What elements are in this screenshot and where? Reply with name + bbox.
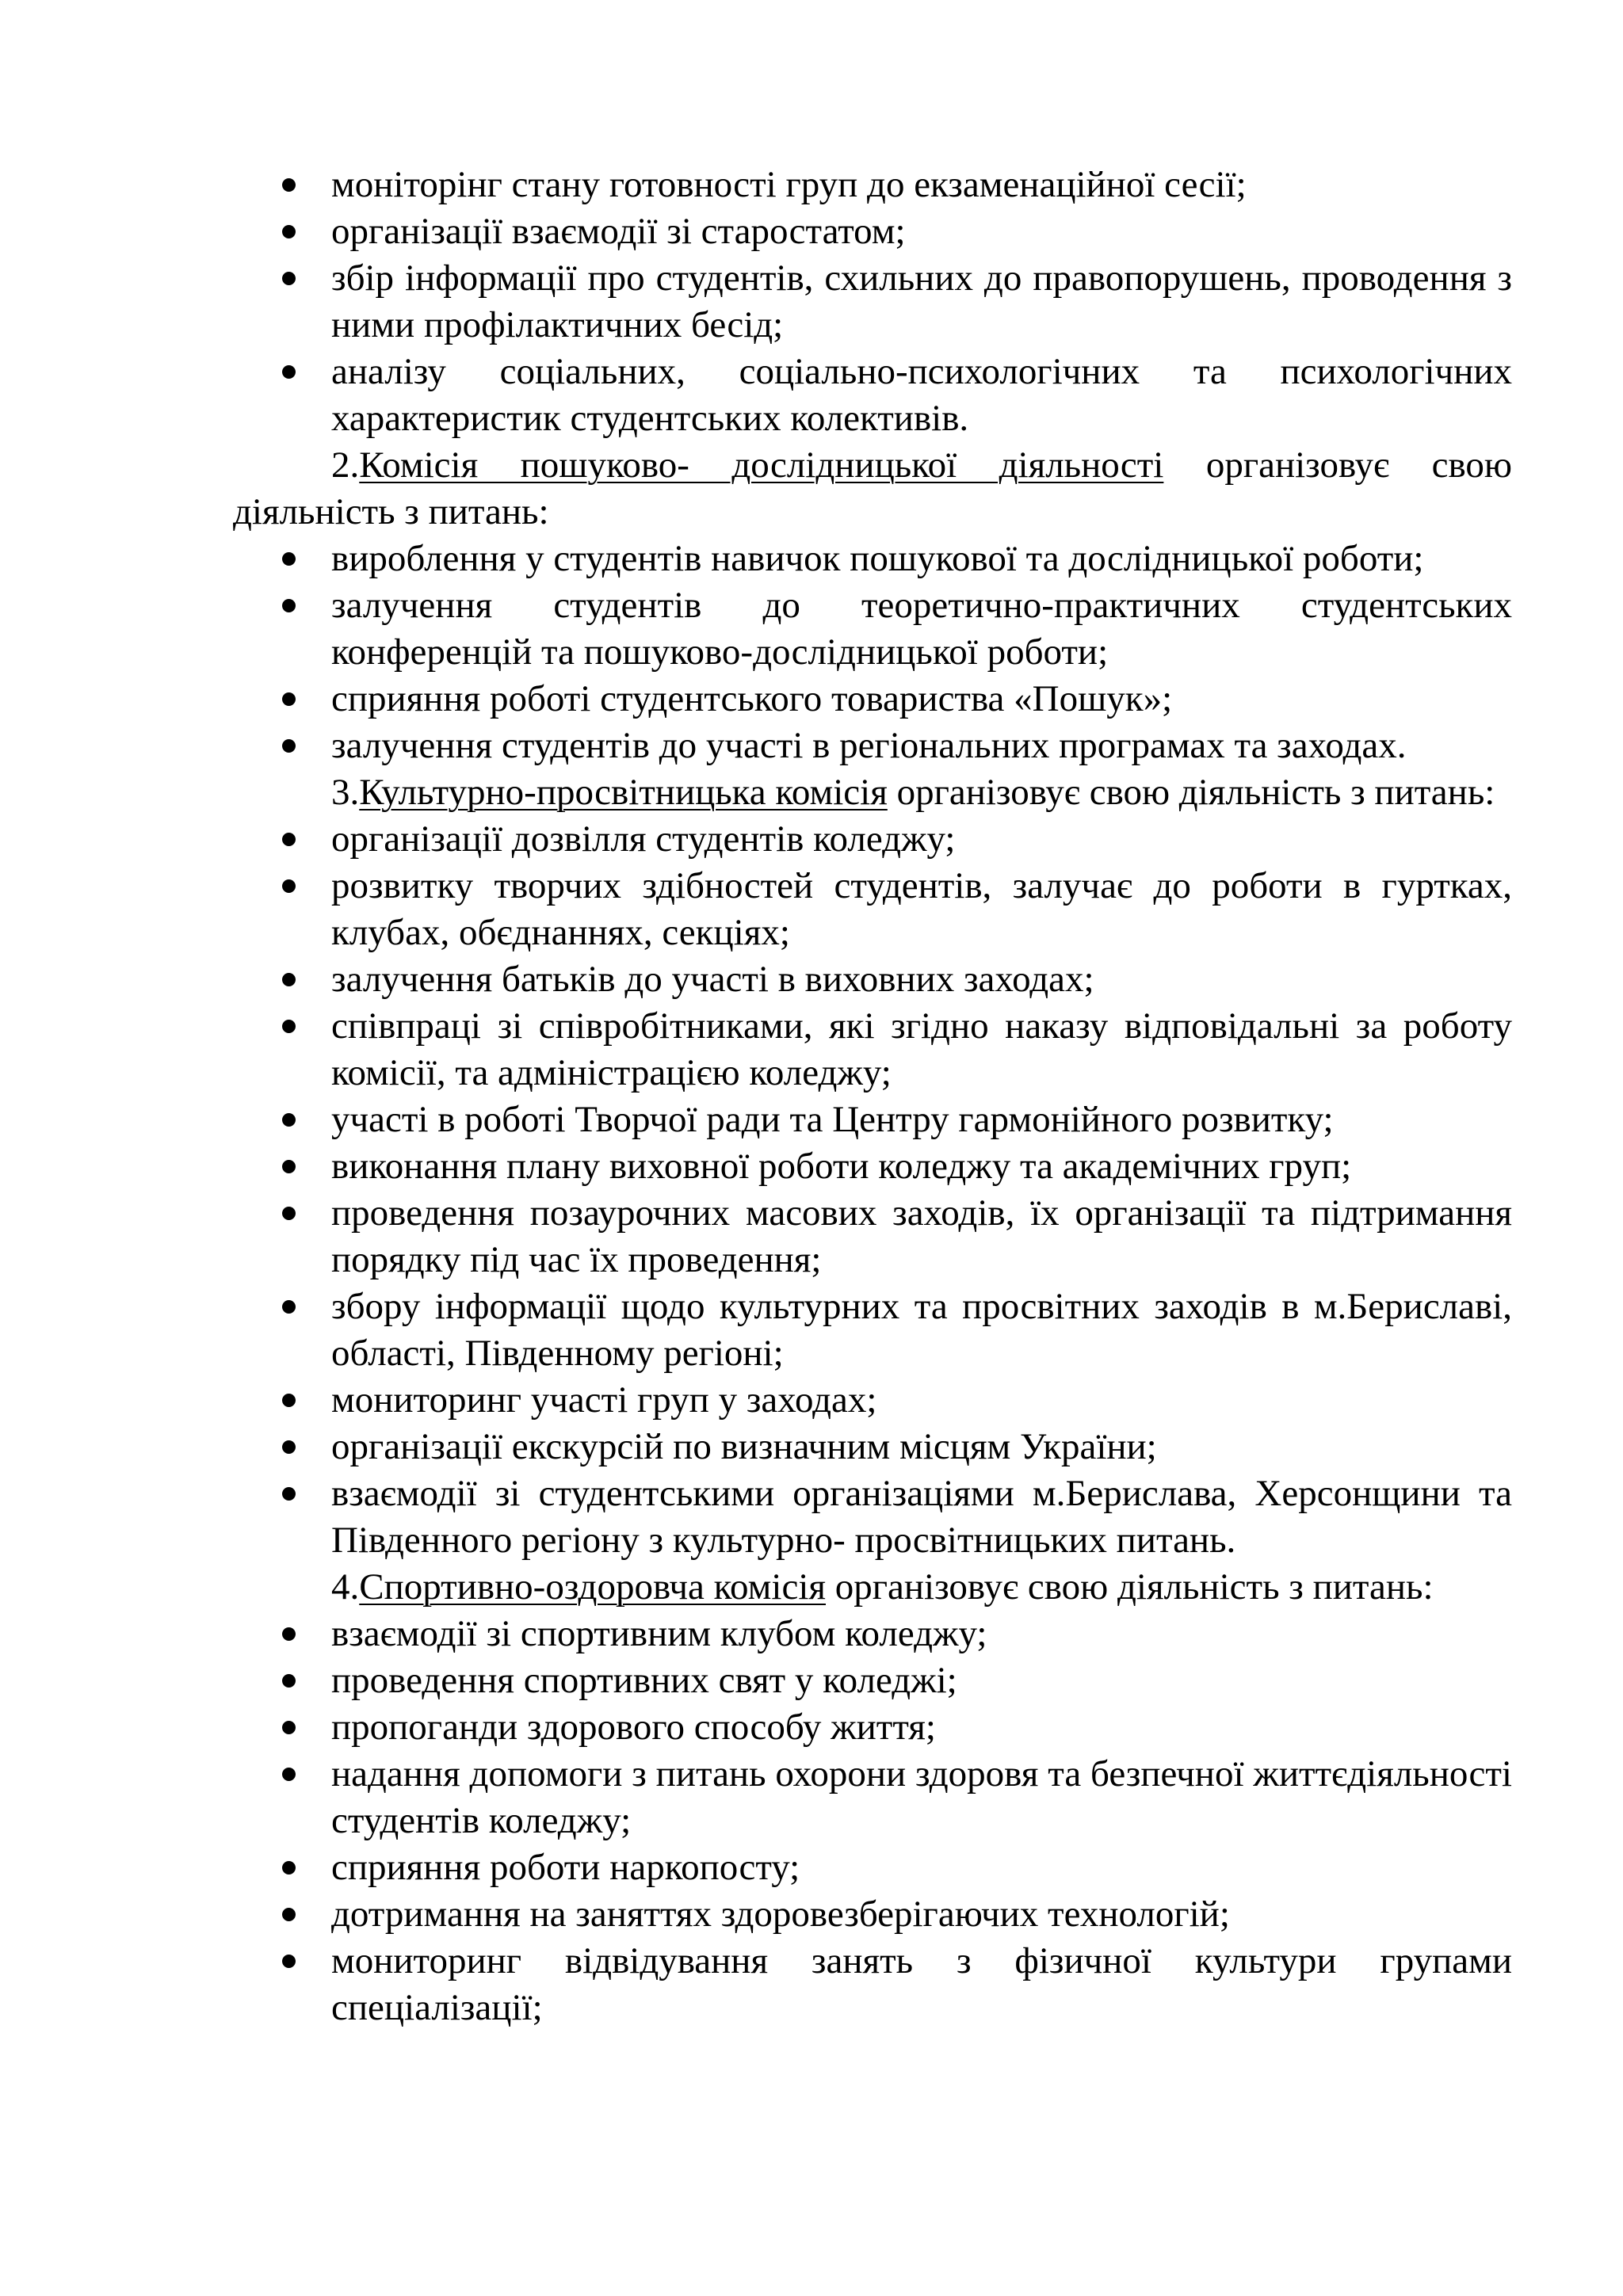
list-item-text: проведення спортивних свят у коледжі; xyxy=(331,1660,957,1701)
section-3-number: 3. xyxy=(331,772,360,813)
bullet-icon xyxy=(282,1377,298,1424)
list-item xyxy=(233,162,1512,208)
list-item xyxy=(233,1283,1512,1377)
section-4-rest: організовує свою діяльність з питань: xyxy=(826,1566,1434,1608)
bullet-icon xyxy=(282,816,298,863)
bullet-icon xyxy=(282,582,298,629)
list-item xyxy=(233,1891,1512,1938)
bullet-icon xyxy=(282,1470,298,1517)
bullet-icon xyxy=(282,723,298,769)
section-4-title: Спортивно-оздоровча комісія xyxy=(359,1566,826,1608)
list-item-text: моніторінг стану готовності груп до екзаменаційної сесії; xyxy=(331,164,1247,205)
list-item xyxy=(233,956,1512,1003)
list-item xyxy=(233,1424,1512,1470)
bullet-icon xyxy=(282,1424,298,1470)
list-item-text: співпраці зі співробітниками, які згідно наказу відповідальні за роботу комісії, та адміністрацією коледжу; xyxy=(331,1005,1512,1093)
bullet-icon xyxy=(282,1938,298,1985)
list-item xyxy=(233,255,1512,349)
section-3-title: Культурно-просвітницька комісія xyxy=(359,772,888,813)
list-item-text: надання допомоги з питань охорони здоровя та безпечної життєдіяльності студентів коледжу; xyxy=(331,1753,1512,1841)
list-item xyxy=(233,208,1512,255)
list-item xyxy=(233,1377,1512,1424)
list-item-text: залучення студентів до теоретично-практичних студентських конференцій та пошуково-дослідницької роботи; xyxy=(331,585,1512,673)
list-item xyxy=(233,1611,1512,1657)
bullet-icon xyxy=(282,1657,298,1704)
list-item xyxy=(233,1844,1512,1891)
list-item-text: сприяння роботі студентського товариства «Пошук»; xyxy=(331,678,1173,719)
list-item xyxy=(233,1751,1512,1844)
bullet-icon xyxy=(282,208,298,255)
bullet-list-2 xyxy=(233,536,1512,769)
bullet-icon xyxy=(282,1097,298,1143)
list-item-text: взаємодії зі студентськими організаціями м.Берислава, Херсонщини та Південного регіону з культурно- просвітницьких питань. xyxy=(331,1473,1512,1561)
list-item xyxy=(233,1097,1512,1143)
list-item xyxy=(233,1190,1512,1283)
list-item xyxy=(233,816,1512,863)
list-item-text: проведення позаурочних масових заходів, їх організації та підтримання порядку під час їх проведення; xyxy=(331,1192,1512,1280)
bullet-icon xyxy=(282,162,298,208)
section-2-title: Комісія пошуково- дослідницької діяльності xyxy=(359,444,1164,486)
list-item-text: організації взаємодії зі старостатом; xyxy=(331,211,906,252)
list-item-text: збір інформації про студентів, схильних до правопорушень, проводення з ними профілактичних бесід; xyxy=(331,257,1512,345)
list-item-text: мониторинг відвідування занять з фізичної культури групами спеціалізації; xyxy=(331,1940,1512,2028)
bullet-icon xyxy=(282,349,298,395)
list-item-text: участі в роботі Творчої ради та Центру гармонійного розвитку; xyxy=(331,1099,1334,1140)
list-item xyxy=(233,863,1512,956)
bullet-icon xyxy=(282,863,298,910)
bullet-icon xyxy=(282,1283,298,1330)
bullet-icon xyxy=(282,1844,298,1891)
list-item-text: залучення студентів до участі в регіональних програмах та заходах. xyxy=(331,725,1407,766)
list-item-text: збору інформації щодо культурних та просвітних заходів в м.Бериславі, області, Південному регіоні; xyxy=(331,1286,1512,1374)
bullet-icon xyxy=(282,536,298,582)
bullet-icon xyxy=(282,956,298,1003)
list-item-text: вироблення у студентів навичок пошукової та дослідницької роботи; xyxy=(331,538,1424,579)
list-item xyxy=(233,1704,1512,1751)
bullet-icon xyxy=(282,1190,298,1237)
section-2-rest: організовує свою діяльність з питань: xyxy=(233,444,1512,532)
bullet-list-1 xyxy=(233,162,1512,442)
list-item-text: залучення батьків до участі в виховних заходах; xyxy=(331,959,1094,1000)
list-item xyxy=(233,1657,1512,1704)
bullet-icon xyxy=(282,1891,298,1938)
bullet-icon xyxy=(282,676,298,723)
bullet-icon xyxy=(282,255,298,302)
list-item xyxy=(233,349,1512,442)
list-item xyxy=(233,1470,1512,1564)
list-item-text: пропоганди здорового способу життя; xyxy=(331,1707,936,1748)
list-item xyxy=(233,723,1512,769)
section-3-intro xyxy=(233,769,1512,816)
section-4-intro xyxy=(233,1564,1512,1611)
list-item-text: організації екскурсій по визначним місцям України; xyxy=(331,1426,1157,1467)
bullet-list-4 xyxy=(233,1611,1512,2031)
list-item-text: організації дозвілля студентів коледжу; xyxy=(331,818,956,860)
bullet-icon xyxy=(282,1003,298,1050)
list-item xyxy=(233,1003,1512,1097)
list-item xyxy=(233,582,1512,676)
list-item-text: взаємодії зі спортивним клубом коледжу; xyxy=(331,1613,987,1654)
list-item-text: аналізу соціальних, соціально-психологічних та психологічних характеристик студентських колективів. xyxy=(331,351,1512,439)
document-body xyxy=(233,162,1512,2031)
bullet-icon xyxy=(282,1143,298,1190)
list-item xyxy=(233,1143,1512,1190)
list-item xyxy=(233,536,1512,582)
list-item-text: сприяння роботи наркопосту; xyxy=(331,1847,800,1888)
bullet-icon xyxy=(282,1704,298,1751)
bullet-icon xyxy=(282,1751,298,1798)
list-item-text: розвитку творчих здібностей студентів, залучає до роботи в гуртках, клубах, обєднаннях, секціях; xyxy=(331,865,1512,953)
list-item-text: мониторинг участі груп у заходах; xyxy=(331,1379,877,1421)
list-item xyxy=(233,676,1512,723)
section-2-intro xyxy=(233,442,1512,536)
section-3-rest: організовує свою діяльність з питань: xyxy=(887,772,1495,813)
list-item-text: виконання плану виховної роботи коледжу та академічних груп; xyxy=(331,1146,1352,1187)
section-4-number: 4. xyxy=(331,1566,360,1608)
list-item-text: дотримання на заняттях здоровезберігаючих технологій; xyxy=(331,1894,1230,1935)
list-item xyxy=(233,1938,1512,2031)
bullet-list-3 xyxy=(233,816,1512,1564)
section-2-number: 2. xyxy=(331,444,360,486)
bullet-icon xyxy=(282,1611,298,1657)
